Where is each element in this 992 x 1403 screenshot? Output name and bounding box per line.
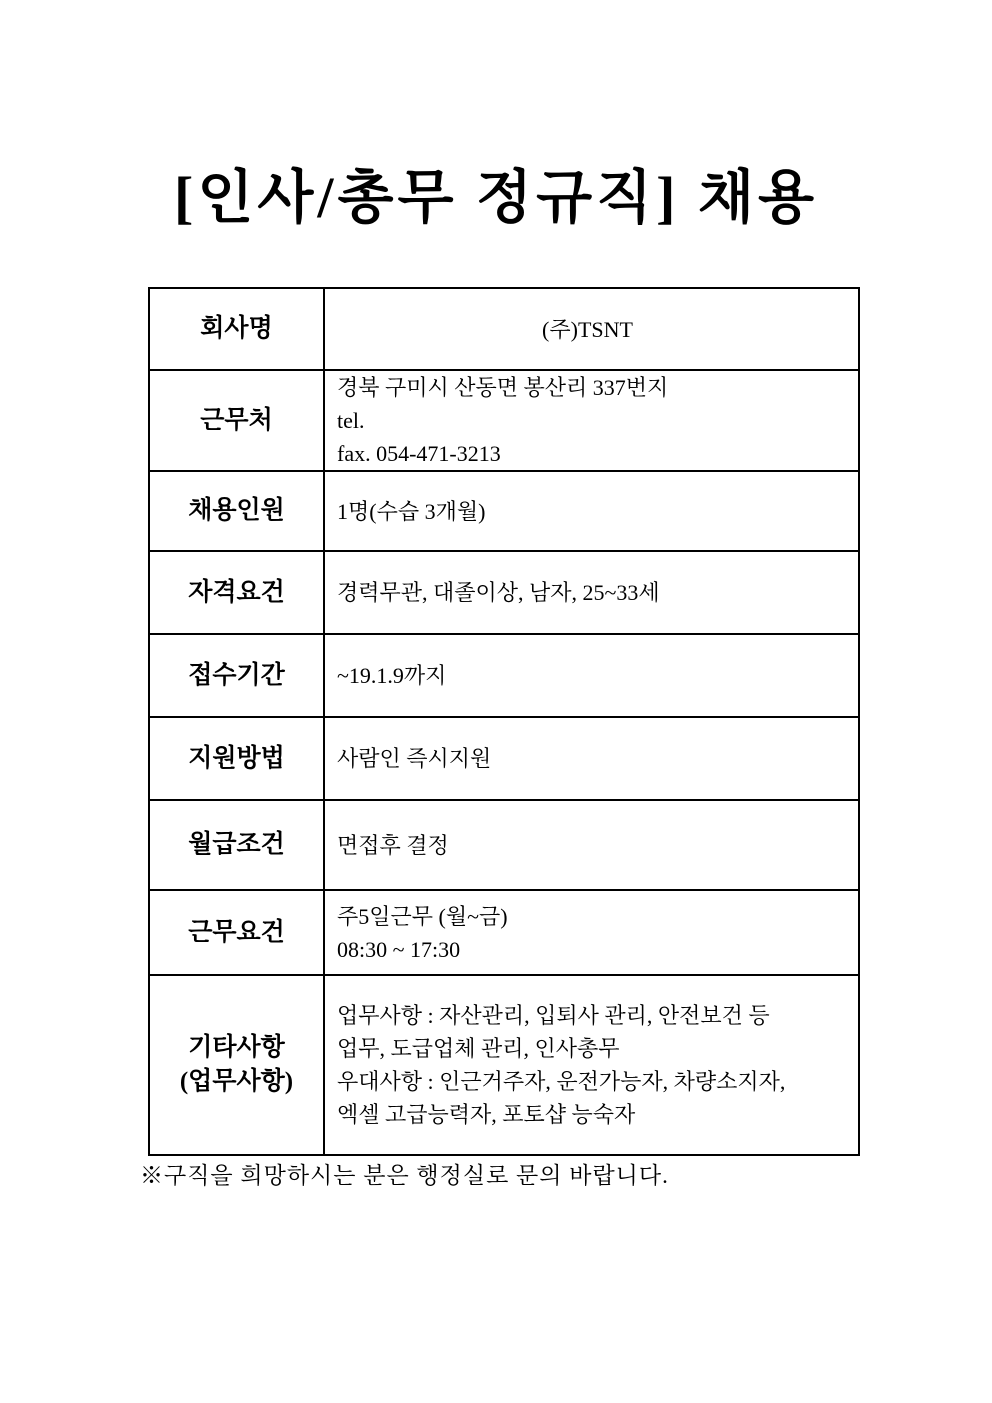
footer-note: ※구직을 희망하시는 분은 행정실로 문의 바랍니다. (140, 1163, 669, 1188)
table-row-company (149, 288, 859, 370)
row-label: 기타사항 (업무사항) (149, 975, 324, 1155)
row-label: 근무요건 (149, 890, 324, 975)
table-row-salary (149, 800, 859, 890)
row-label: 채용인원 (149, 471, 324, 551)
job-posting-table (148, 287, 860, 1156)
table-row-application-period (149, 634, 859, 717)
row-value: ~19.1.9까지 (324, 634, 859, 717)
row-label: 회사명 (149, 288, 324, 370)
row-label: 자격요건 (149, 551, 324, 634)
row-label: 접수기간 (149, 634, 324, 717)
row-value: (주)TSNT (324, 288, 859, 370)
row-value: 1명(수습 3개월) (324, 471, 859, 551)
table-row-apply-method (149, 717, 859, 800)
table-row-qualifications (149, 551, 859, 634)
row-value: 사람인 즉시지원 (324, 717, 859, 800)
table-row-work-conditions (149, 890, 859, 975)
row-label: 월급조건 (149, 800, 324, 890)
table-row-other-details (149, 975, 859, 1155)
row-value: 업무사항 : 자산관리, 입퇴사 관리, 안전보건 등 업무, 도급업체 관리, 인사총무 우대사항 : 인근거주자, 운전가능자, 차량소지자, 엑셀 고급능력자, 포토샵 능숙자 (324, 975, 859, 1155)
table-row-headcount (149, 471, 859, 551)
row-label: 근무처 (149, 370, 324, 471)
row-value: 경력무관, 대졸이상, 남자, 25~33세 (324, 551, 859, 634)
row-value: 경북 구미시 산동면 봉산리 337번지 tel. fax. 054-471-3213 (324, 370, 859, 471)
page-title: [인사/총무 정규직] 채용 (174, 165, 818, 230)
row-value: 주5일근무 (월~금) 08:30 ~ 17:30 (324, 890, 859, 975)
row-label: 지원방법 (149, 717, 324, 800)
table-row-workplace (149, 370, 859, 471)
row-value: 면접후 결정 (324, 800, 859, 890)
